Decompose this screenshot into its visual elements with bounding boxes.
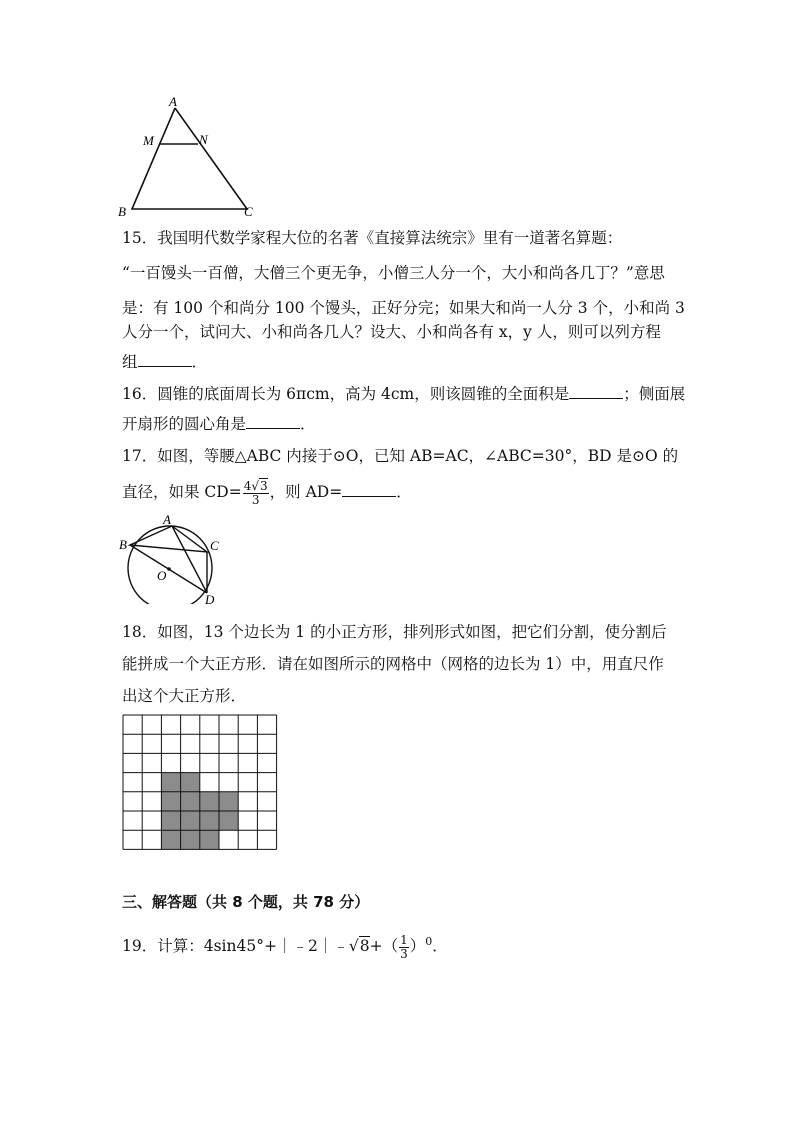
q18-line1: 18．如图，13 个边长为 1 的小正方形，排列形式如图，把它们分割，使分割后	[122, 623, 667, 641]
shaded-square	[181, 792, 200, 811]
answer-blank	[569, 384, 623, 399]
answer-blank	[246, 414, 300, 429]
label-n: N	[199, 132, 208, 147]
label-m: M	[143, 133, 154, 148]
label-o: O	[157, 568, 167, 583]
q17-line2: 直径，如果 CD= $\frac{4√3}{3}$ ，则 AD= ．	[122, 478, 412, 507]
circle-figure	[116, 512, 226, 604]
q15-line3: 是：有 100 个和尚分 100 个馒头，正好分完；如果大和尚一人分 3 个，小和尚 3	[122, 299, 685, 317]
shaded-square	[219, 792, 238, 811]
section-heading: 三、解答题（共 8 个题，共 78 分）	[122, 893, 370, 911]
fraction: $\frac{4√3}{3}$	[243, 478, 268, 507]
shaded-square	[200, 811, 219, 830]
shaded-square	[200, 830, 219, 849]
q15-line5: 组 ．	[122, 353, 208, 371]
answer-blank	[342, 482, 396, 497]
shaded-square	[181, 830, 200, 849]
shaded-square	[200, 792, 219, 811]
label-c: C	[244, 204, 253, 219]
answer-blank	[138, 352, 192, 367]
q18-line3: 出这个大正方形．	[122, 687, 247, 705]
q19-line: 19．计算：4sin45°+｜﹣2｜﹣√8+（ $\frac{1}{3}$ ）$^0$．	[122, 932, 448, 961]
shaded-square	[181, 811, 200, 830]
shaded-square	[219, 811, 238, 830]
q15-line1: 15．我国明代数学家程大位的名著《直接算法统宗》里有一道著名算题：	[122, 229, 623, 247]
q15-line2: “一百馒头一百僧，大僧三个更无争，小僧三人分一个，大小和尚各几丁？”意思	[122, 264, 665, 282]
q15-line4: 人分一个，试问大、小和尚各几人？设大、小和尚各有 x，y 人，则可以列方程	[122, 323, 661, 341]
fraction: $\frac{1}{3}$	[400, 932, 408, 961]
label-c: C	[210, 538, 219, 553]
label-a: A	[163, 512, 171, 527]
q17-line1: 17．如图，等腰△ABC 内接于⊙O，已知 AB=AC，∠ABC=30°，BD 是⊙O 的	[122, 447, 679, 465]
label-b: B	[119, 537, 127, 552]
shaded-square	[181, 773, 200, 792]
q16-line2: 开扇形的圆心角是 ．	[122, 415, 316, 433]
label-a: A	[169, 94, 177, 109]
shaded-square	[161, 792, 180, 811]
shaded-square	[161, 773, 180, 792]
q18-line2: 能拼成一个大正方形．请在如图所示的网格中（网格的边长为 1）中，用直尺作	[122, 655, 664, 673]
q16-line1: 16．圆锥的底面周长为 6πcm，高为 4cm，则该圆锥的全面积是 ；侧面展	[122, 385, 686, 403]
shaded-square	[161, 830, 180, 849]
triangle-figure	[110, 92, 270, 224]
label-d: D	[205, 592, 215, 604]
label-b: B	[118, 204, 126, 219]
square-grid	[122, 714, 278, 850]
shaded-square	[161, 811, 180, 830]
